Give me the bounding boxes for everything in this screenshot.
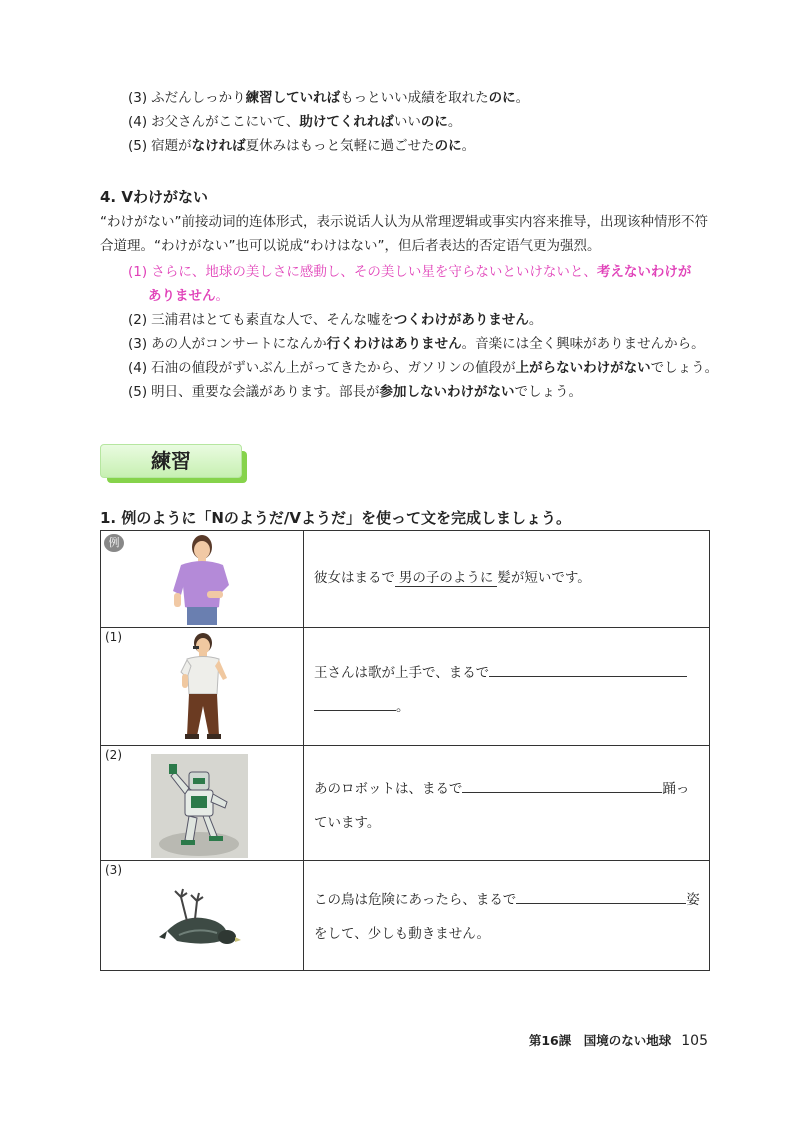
example-sentence bbox=[128, 136, 475, 156]
example-emphasis: のに bbox=[420, 114, 448, 130]
exercise-sentence bbox=[304, 883, 709, 951]
sentence-text: この鳥は危険にあったら、まるで bbox=[314, 892, 517, 908]
sentence-text: 彼女はまるで bbox=[314, 570, 395, 586]
table-row bbox=[101, 746, 710, 861]
sentence-cell bbox=[304, 861, 710, 971]
table-row bbox=[101, 628, 710, 746]
example-answer: 男の子のように bbox=[395, 570, 498, 587]
example-sentence bbox=[128, 382, 582, 402]
example-text: 石油の値段がずいぶん上がってきたから、ガソリンの値段が bbox=[151, 360, 516, 376]
sentence-text: 踊っ ています。 bbox=[314, 781, 690, 831]
example-emphasis: ありません bbox=[148, 288, 216, 304]
example-number: (5) bbox=[128, 384, 148, 400]
row-number: (2) bbox=[105, 748, 122, 762]
sentence-text: 。 bbox=[396, 699, 410, 715]
example-text: お父さんがここにいて、 bbox=[151, 114, 300, 130]
sentence-cell bbox=[304, 746, 710, 861]
practice-heading-label: 練習 bbox=[100, 444, 242, 478]
example-number: (4) bbox=[128, 360, 148, 376]
exercise-table bbox=[100, 530, 710, 971]
example-text: 明日、重要な会議があります。部長が bbox=[151, 384, 380, 400]
example-text: あの人がコンサートになんか bbox=[151, 336, 327, 352]
example-number: (2) bbox=[128, 312, 148, 328]
sentence-text: 姿 をして、少しも動きません。 bbox=[314, 892, 700, 942]
example-1-line-2 bbox=[148, 286, 229, 306]
example-text: 。 bbox=[461, 138, 476, 154]
example-sentence bbox=[128, 112, 461, 132]
example-sentence bbox=[304, 561, 709, 595]
example-text: 宿題が bbox=[151, 138, 192, 154]
image-cell bbox=[101, 861, 304, 971]
image-cell bbox=[101, 746, 304, 861]
example-text: 。 bbox=[215, 288, 229, 304]
example-emphasis: 助けてくれれば bbox=[299, 114, 394, 130]
example-text: 。音楽には全く興味がありませんから。 bbox=[461, 336, 705, 352]
example-number: (4) bbox=[128, 114, 148, 130]
example-emphasis: つくわけがありません bbox=[393, 312, 529, 328]
example-emphasis: なければ bbox=[191, 138, 246, 154]
example-emphasis: 行くわけはありません bbox=[326, 336, 462, 352]
page-footer bbox=[529, 1031, 708, 1049]
example-sentence bbox=[128, 334, 705, 354]
answer-blank[interactable] bbox=[516, 887, 686, 904]
section-4-title: 4. Vわけがない bbox=[100, 188, 208, 206]
example-emphasis: 考えないわけが bbox=[596, 264, 692, 280]
example-text: でしょう。 bbox=[650, 360, 719, 376]
example-emphasis: のに bbox=[488, 90, 516, 106]
exercise-sentence bbox=[304, 656, 709, 724]
sentence-cell bbox=[304, 531, 710, 628]
row-number: (3) bbox=[105, 863, 122, 877]
example-number: (1) bbox=[128, 264, 148, 280]
image-cell bbox=[101, 628, 304, 746]
sentence-text: 王さんは歌が上手で、まるで bbox=[314, 665, 490, 681]
exercise-sentence bbox=[304, 772, 709, 840]
example-sentence bbox=[128, 310, 542, 330]
example-number: (5) bbox=[128, 138, 148, 154]
example-text: いい bbox=[393, 114, 421, 130]
example-text: 夏休みはもっと気軽に過ごせた bbox=[245, 138, 435, 154]
example-sentence bbox=[128, 88, 529, 108]
example-text: 。 bbox=[528, 312, 543, 328]
robot-illustration bbox=[151, 754, 248, 858]
answer-blank[interactable] bbox=[462, 776, 662, 793]
example-number: (3) bbox=[128, 90, 148, 106]
lesson-title: 第16課 国境のない地球 bbox=[528, 1033, 672, 1048]
sentence-text: あのロボットは、まるで bbox=[314, 781, 463, 797]
answer-blank[interactable] bbox=[314, 694, 396, 711]
practice-heading bbox=[100, 444, 248, 484]
answer-blank[interactable] bbox=[489, 660, 687, 677]
table-row bbox=[101, 861, 710, 971]
sentence-cell bbox=[304, 628, 710, 746]
bird-illustration bbox=[157, 887, 241, 949]
example-text: もっといい成績を取れた bbox=[340, 90, 489, 106]
row-number: (1) bbox=[105, 630, 122, 644]
example-text: でしょう。 bbox=[514, 384, 583, 400]
example-sentence bbox=[128, 358, 718, 378]
example-text: ふだんしっかり bbox=[151, 90, 246, 106]
image-cell bbox=[101, 531, 304, 628]
sentence-text: 髪が短いです。 bbox=[497, 570, 591, 586]
singer-illustration bbox=[173, 632, 233, 742]
example-text: 。 bbox=[515, 90, 530, 106]
example-emphasis: 上がらないわけがない bbox=[515, 360, 651, 376]
example-text: 。 bbox=[447, 114, 462, 130]
example-emphasis: のに bbox=[434, 138, 462, 154]
table-row bbox=[101, 531, 710, 628]
example-emphasis: 練習していれば bbox=[245, 90, 341, 106]
example-1-line-1 bbox=[128, 262, 691, 282]
example-number: (3) bbox=[128, 336, 148, 352]
page-number: 105 bbox=[681, 1033, 708, 1049]
example-text: さらに、地球の美しさに感動し、その美しい星を守らないといけないと、 bbox=[151, 264, 597, 280]
exercise-instruction: 1. 例のように「Nのようだ/Vようだ」を使って文を完成しましょう。 bbox=[100, 509, 572, 527]
girl-illustration bbox=[169, 533, 235, 625]
example-emphasis: 参加しないわけがない bbox=[379, 384, 515, 400]
example-badge: 例 bbox=[104, 534, 124, 552]
section-4-explanation: “わけがない”前接动词的连体形式，表示说话人认为从常理逻辑或事实内容来推导，出现该种情形不符合道理。“わけがない”也可以说成“わけはない”，但后者表达的否定语气更为强烈。 bbox=[100, 214, 708, 254]
example-text: 三浦君はとても素直な人で、そんな嘘を bbox=[151, 312, 394, 328]
